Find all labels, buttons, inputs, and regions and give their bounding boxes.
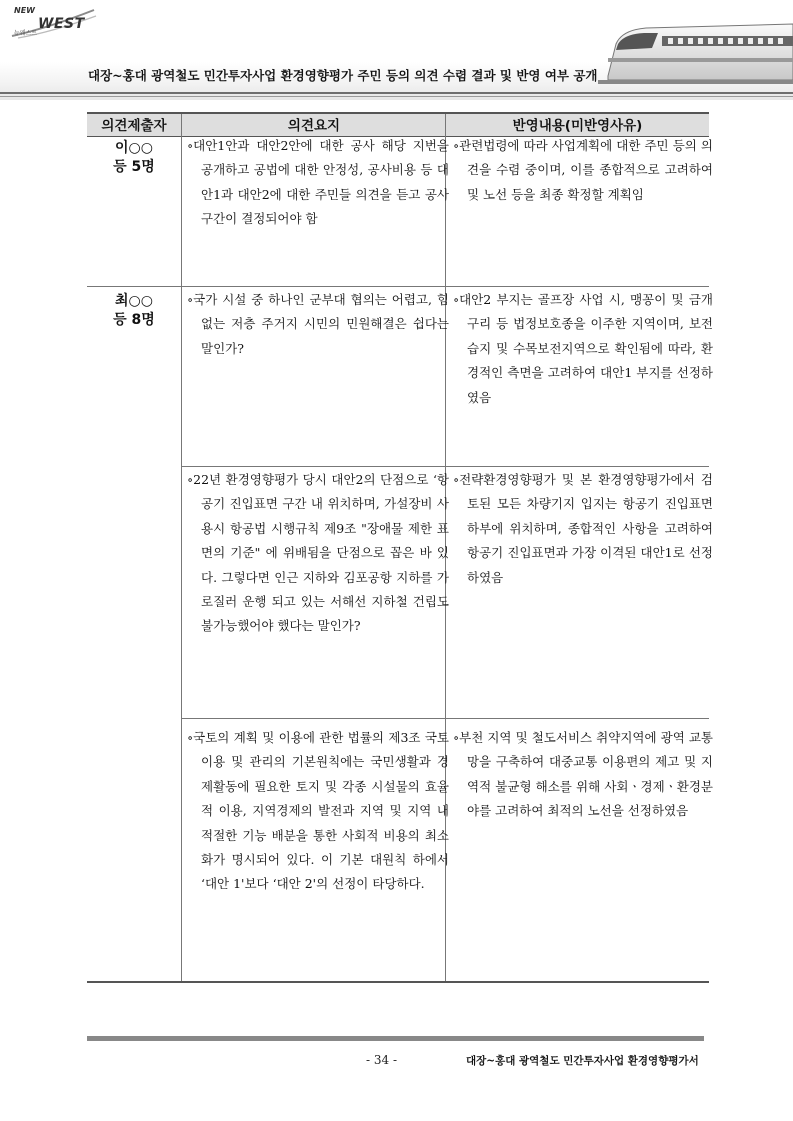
header-title: 대장~홍대 광역철도 민간투자사업 환경영향평가 주민 등의 의견 수렴 결과 및 반영 여부 공개 [88, 68, 598, 83]
submitter-count: 등 8명 [113, 312, 155, 328]
row-divider [87, 286, 709, 287]
column-divider [181, 114, 182, 982]
table-row-opinion: ∘22년 환경영향평가 당시 대안2의 단점으로 ‘항공기 진입표면 구간 내 위치하며, 가설장비 사용시 항공법 시행규칙 제9조 "장애물 제한 표면의 기준" 에 위배됨을 단점으로 꼽은 바 있다. 그렇다면 인근 지하와 김포공항 지하를 가로질러 운행 되고 있는 서해선 지하철 건립도 불가능했어야 했다는 말인가? [187, 472, 449, 634]
footer-title: 대장~홍대 광역철도 민간투자사업 환경영향평가서 [466, 1055, 699, 1067]
logo-brand-text: WEST [38, 16, 85, 32]
train-illustration-icon [598, 14, 793, 92]
header-divider-thin [0, 96, 793, 97]
row-divider [181, 466, 709, 467]
page-number: - 34 - [366, 1053, 398, 1067]
logo-new-text: NEW [14, 6, 35, 15]
submitter-name: 최○○ [115, 293, 153, 309]
table-row-submitter [87, 139, 181, 177]
column-header-response: 반영내용(미반영사유) [512, 118, 643, 134]
table-row-submitter [87, 292, 181, 330]
new-west-logo [8, 6, 98, 40]
table-row-response: ∘관련법령에 따라 사업계획에 대한 주민 등의 의견을 수렴 중이며, 이를 종합적으로 고려하여 및 노선 등을 최종 확정할 계획임 [453, 138, 713, 202]
table-row-opinion: ∘국토의 계획 및 이용에 관한 법률의 제3조 국토 이용 및 관리의 기본원칙에는 국민생활과 경제활동에 필요한 토지 및 각종 시설물의 효율적 이용, 지역경제의 발전과 지역 및 지역 내 적절한 기능 배분을 통한 사회적 비용의 최소화가 명시되어 있다. 이 기본 대원칙 하에서 ‘대안 1'보다 ‘대안 2'의 선정이 타당하다. [187, 730, 449, 892]
submitter-name: 이○○ [115, 140, 153, 156]
table-row-response: ∘부천 지역 및 철도서비스 취약지역에 광역 교통망을 구축하여 대중교통 이용편의 제고 및 지역적 불균형 해소를 위해 사회ㆍ경제ㆍ환경분야를 고려하여 최적의 노선을 선정하였음 [453, 730, 713, 819]
column-header-opinion: 의견요지 [287, 118, 341, 134]
table-row-response: ∘전략환경영향평가 및 본 환경영향평가에서 검토된 모든 차량기지 입지는 항공기 진입표면 하부에 위치하며, 종합적인 사항을 고려하여 항공기 진입표면과 가장 이격된 대안1로 선정하였음 [453, 472, 713, 585]
footer-divider [87, 1036, 704, 1041]
table-row-opinion: ∘대안1안과 대안2안에 대한 공사 해당 지번을 공개하고 공법에 대한 안정성, 공사비용 등 대안1과 대안2에 대한 주민들 의견을 듣고 공사 구간이 결정되어야 함 [187, 138, 449, 227]
logo-sub-text: 뉴웨스트 [14, 30, 38, 37]
page-header [0, 0, 793, 100]
submitter-count: 등 5명 [113, 159, 155, 175]
row-divider [181, 718, 709, 719]
header-divider [0, 92, 793, 94]
table-bottom-border [87, 981, 709, 983]
table-row-response: ∘대안2 부지는 골프장 사업 시, 맹꽁이 및 금개구리 등 법정보호종을 이주한 지역이며, 보전습지 및 수목보전지역으로 확인됨에 따라, 환경적인 측면을 고려하여 대안1 부지를 선정하였음 [453, 292, 713, 405]
table-row-opinion: ∘국가 시설 중 하나인 군부대 협의는 어렵고, 힘없는 저층 주거지 시민의 민원해결은 쉽다는 말인가? [187, 292, 449, 356]
column-header-submitter: 의견제출자 [101, 118, 167, 134]
